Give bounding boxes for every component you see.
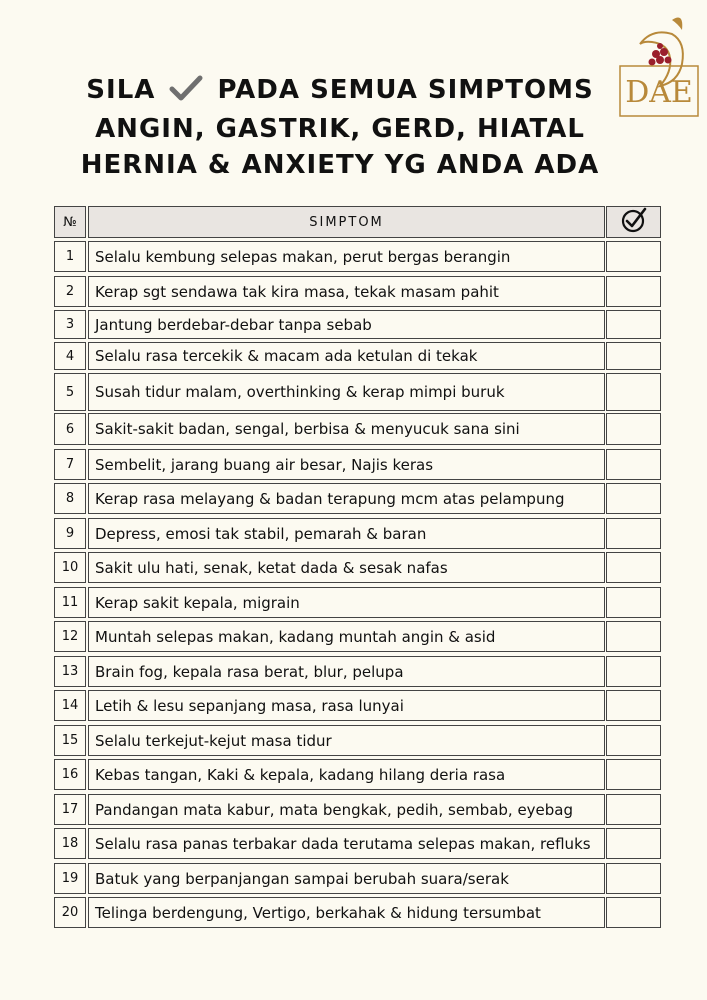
symptom-text: Selalu kembung selepas makan, perut bergas berangin <box>88 241 605 272</box>
row-number: 7 <box>54 449 86 480</box>
title-line2: ANGIN, GASTRIK, GERD, HIATAL <box>95 114 585 144</box>
symptom-text: Kerap sgt sendawa tak kira masa, tekak masam pahit <box>88 276 605 307</box>
symptom-text: Selalu rasa tercekik & macam ada ketulan di tekak <box>88 342 605 370</box>
check-box[interactable] <box>606 276 661 307</box>
dae-logo <box>612 10 702 120</box>
symptom-text: Sembelit, jarang buang air besar, Najis keras <box>88 449 605 480</box>
symptom-text: Kerap sakit kepala, migrain <box>88 587 605 618</box>
row-number: 8 <box>54 483 86 514</box>
check-box[interactable] <box>606 725 661 756</box>
row-number: 1 <box>54 241 86 272</box>
symptom-text: Sakit-sakit badan, sengal, berbisa & menyucuk sana sini <box>88 413 605 445</box>
row-number: 14 <box>54 690 86 721</box>
check-box[interactable] <box>606 794 661 825</box>
header-check <box>606 206 661 238</box>
symptom-text: Kerap rasa melayang & badan terapung mcm atas pelampung <box>88 483 605 514</box>
row-number: 15 <box>54 725 86 756</box>
check-box[interactable] <box>606 241 661 272</box>
check-box[interactable] <box>606 587 661 618</box>
row-number: 4 <box>54 342 86 370</box>
symptom-text: Pandangan mata kabur, mata bengkak, pedih, sembab, eyebag <box>88 794 605 825</box>
row-number: 11 <box>54 587 86 618</box>
checkmark-icon <box>169 75 203 111</box>
symptom-text: Sakit ulu hati, senak, ketat dada & sesak nafas <box>88 552 605 583</box>
row-number: 17 <box>54 794 86 825</box>
header-symptom: SIMPTOM <box>88 206 605 238</box>
title-line1-after: PADA SEMUA SIMPTOMS <box>217 75 594 105</box>
check-box[interactable] <box>606 483 661 514</box>
symptom-text: Selalu rasa panas terbakar dada terutama selepas makan, refluks <box>88 828 605 859</box>
row-number: 16 <box>54 759 86 790</box>
row-number: 3 <box>54 310 86 339</box>
symptom-text: Kebas tangan, Kaki & kepala, kadang hilang deria rasa <box>88 759 605 790</box>
symptom-text: Muntah selepas makan, kadang muntah angin & asid <box>88 621 605 652</box>
check-box[interactable] <box>606 518 661 549</box>
symptom-text: Telinga berdengung, Vertigo, berkahak & hidung tersumbat <box>88 897 605 928</box>
symptom-text: Letih & lesu sepanjang masa, rasa lunyai <box>88 690 605 721</box>
header-no: № <box>54 206 86 238</box>
symptom-text: Susah tidur malam, overthinking & kerap mimpi buruk <box>88 373 605 411</box>
symptom-text: Selalu terkejut-kejut masa tidur <box>88 725 605 756</box>
row-number: 2 <box>54 276 86 307</box>
title-line1-before: SILA <box>86 75 156 105</box>
row-number: 18 <box>54 828 86 859</box>
check-box[interactable] <box>606 621 661 652</box>
symptom-text: Brain fog, kepala rasa berat, blur, pelupa <box>88 656 605 687</box>
check-box[interactable] <box>606 828 661 859</box>
check-box[interactable] <box>606 413 661 445</box>
checkmark-circle-icon <box>620 206 648 238</box>
page-title <box>60 72 620 183</box>
row-number: 19 <box>54 863 86 894</box>
symptom-text: Jantung berdebar-debar tanpa sebab <box>88 310 605 339</box>
row-number: 12 <box>54 621 86 652</box>
check-box[interactable] <box>606 863 661 894</box>
row-number: 5 <box>54 373 86 411</box>
check-box[interactable] <box>606 897 661 928</box>
check-box[interactable] <box>606 656 661 687</box>
symptom-text: Depress, emosi tak stabil, pemarah & baran <box>88 518 605 549</box>
title-line3: HERNIA & ANXIETY YG ANDA ADA <box>80 150 600 180</box>
check-box[interactable] <box>606 342 661 370</box>
row-number: 10 <box>54 552 86 583</box>
logo-text: DAE <box>625 75 693 110</box>
check-box[interactable] <box>606 759 661 790</box>
symptom-text: Batuk yang berpanjangan sampai berubah suara/serak <box>88 863 605 894</box>
check-box[interactable] <box>606 310 661 339</box>
check-box[interactable] <box>606 552 661 583</box>
row-number: 6 <box>54 413 86 445</box>
row-number: 13 <box>54 656 86 687</box>
check-box[interactable] <box>606 373 661 411</box>
row-number: 20 <box>54 897 86 928</box>
row-number: 9 <box>54 518 86 549</box>
check-box[interactable] <box>606 449 661 480</box>
check-box[interactable] <box>606 690 661 721</box>
